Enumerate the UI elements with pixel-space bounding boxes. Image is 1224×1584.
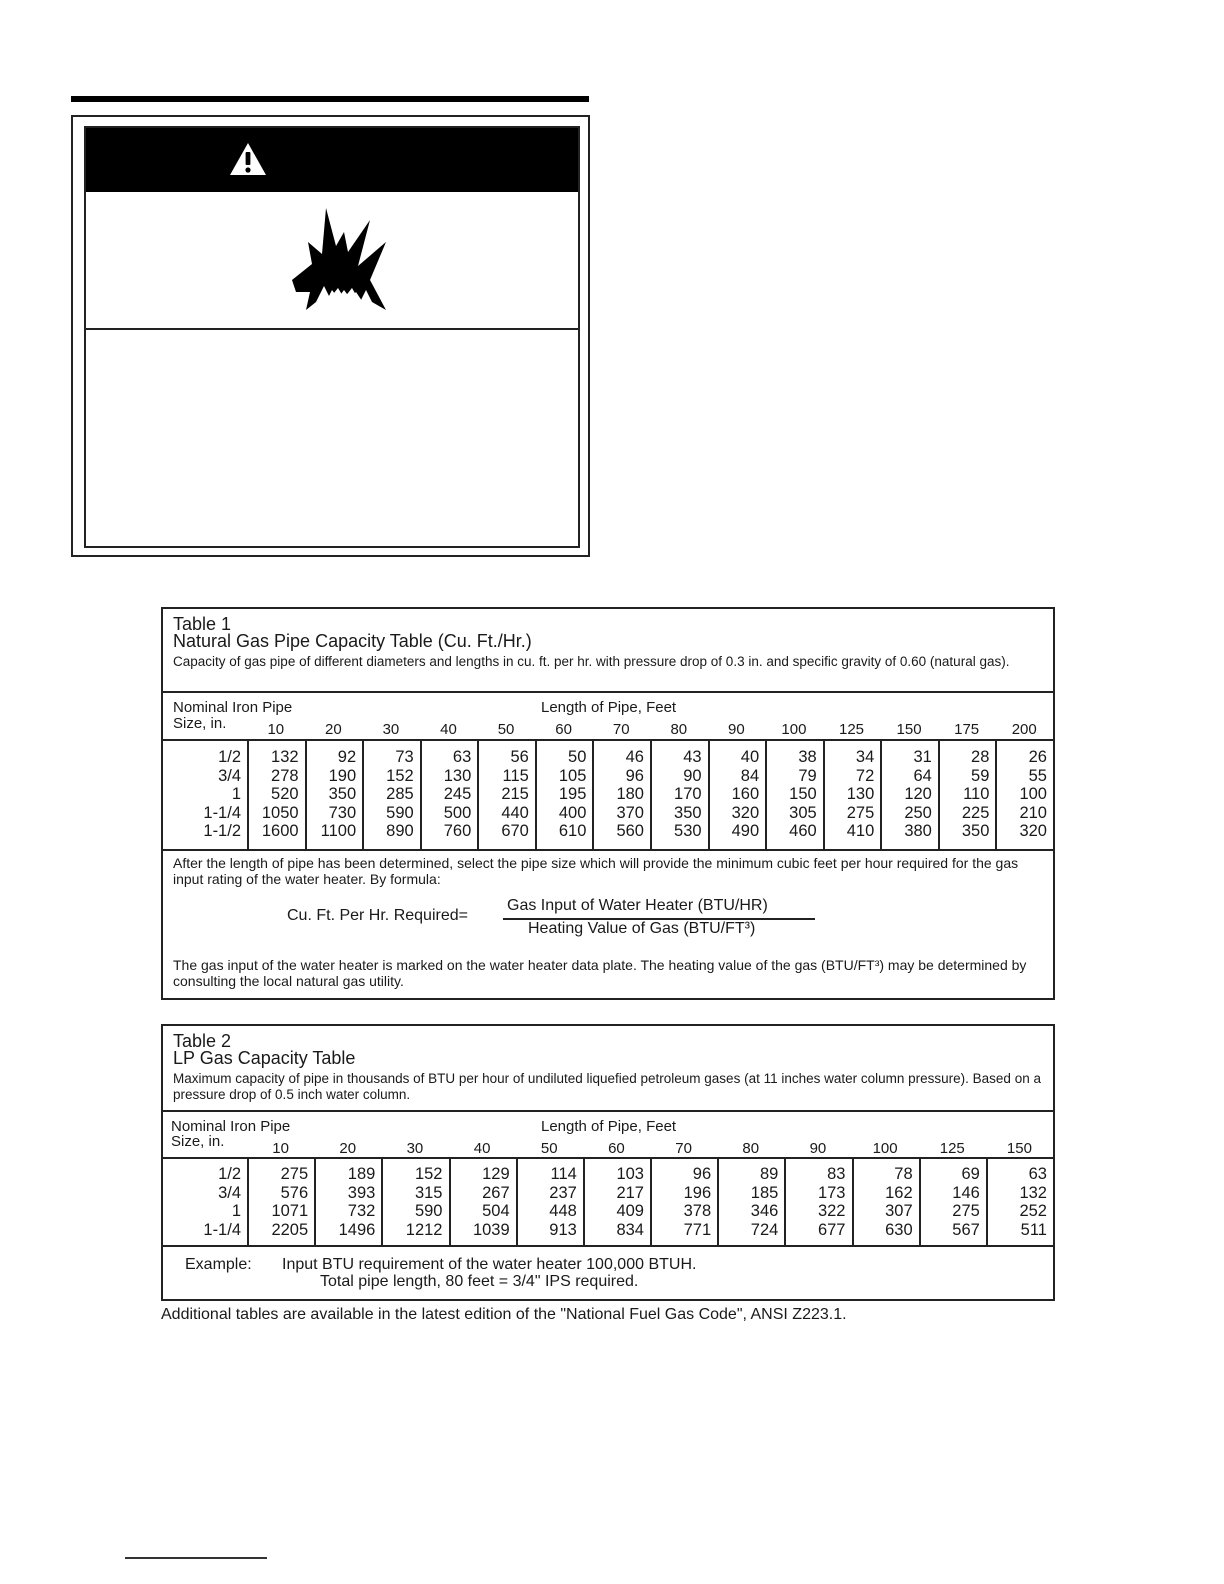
capacity-column <box>650 741 708 849</box>
capacity-value: 732 <box>347 1202 376 1220</box>
table-title: LP Gas Capacity Table <box>173 1048 356 1068</box>
capacity-column <box>535 741 593 849</box>
capacity-value: 1050 <box>261 803 299 822</box>
table1-formula-section <box>163 849 1053 1000</box>
capacity-value: 170 <box>674 785 702 803</box>
capacity-value: 730 <box>328 803 357 822</box>
pipe-size: 1-1/2 <box>203 822 241 840</box>
capacity-value: 26 <box>1028 748 1047 766</box>
capacity-value: 590 <box>414 1202 443 1220</box>
natural-gas-table <box>161 607 1055 1000</box>
capacity-value: 610 <box>558 822 587 840</box>
size-label: Nominal Iron Pipe <box>173 699 293 716</box>
capacity-value: 114 <box>550 1165 577 1183</box>
capacity-value: 150 <box>789 785 817 803</box>
capacity-column <box>247 741 305 849</box>
pipe-size: 1/2 <box>218 1165 241 1183</box>
example-line-2: Total pipe length, 80 feet = 3/4" IPS required. <box>320 1273 639 1290</box>
capacity-column <box>449 1159 516 1245</box>
capacity-value: 307 <box>885 1202 913 1220</box>
capacity-value: 64 <box>913 766 932 785</box>
capacity-value: 576 <box>280 1183 309 1202</box>
capacity-value: 275 <box>280 1165 309 1183</box>
capacity-value: 350 <box>328 785 357 803</box>
capacity-value: 448 <box>549 1202 577 1220</box>
length-label: Length of Pipe, Feet <box>541 699 677 716</box>
pipe-size: 1-1/4 <box>203 1220 241 1239</box>
capacity-value: 275 <box>952 1202 980 1220</box>
pipe-size-column <box>163 1159 247 1245</box>
capacity-value: 2205 <box>271 1220 309 1239</box>
example-label: Example: <box>185 1256 252 1273</box>
capacity-value: 55 <box>1028 766 1047 785</box>
capacity-value: 105 <box>558 766 587 785</box>
capacity-value: 103 <box>616 1165 644 1183</box>
capacity-column <box>880 741 938 849</box>
capacity-value: 1600 <box>261 822 299 840</box>
length-heading: 50 <box>540 1140 558 1157</box>
table2-header <box>163 1026 1053 1110</box>
capacity-value: 1100 <box>320 822 357 840</box>
capacity-value: 173 <box>817 1183 846 1202</box>
capacity-value: 34 <box>855 748 875 766</box>
capacity-column <box>708 741 766 849</box>
footnote: Additional tables are available in the latest edition of the "National Fuel Gas Code", ANSI Z223.1. <box>161 1306 847 1323</box>
capacity-value: 400 <box>558 803 587 822</box>
length-heading: 60 <box>608 1140 625 1157</box>
capacity-value: 90 <box>683 766 702 785</box>
capacity-value: 83 <box>827 1165 846 1183</box>
warning-triangle-icon <box>229 142 267 176</box>
capacity-value: 100 <box>1019 785 1047 803</box>
capacity-value: 520 <box>271 785 299 803</box>
capacity-value: 250 <box>904 803 932 822</box>
bottom-rule <box>125 1557 267 1559</box>
length-heading: 100 <box>872 1140 898 1157</box>
capacity-value: 196 <box>683 1183 712 1202</box>
capacity-value: 84 <box>740 766 760 785</box>
capacity-column <box>314 1159 381 1245</box>
capacity-value: 315 <box>414 1183 443 1202</box>
table1-body <box>163 739 1053 849</box>
capacity-value: 305 <box>789 803 817 822</box>
capacity-value: 132 <box>271 748 299 766</box>
capacity-column <box>765 741 823 849</box>
capacity-value: 237 <box>549 1183 577 1202</box>
length-heading: 40 <box>440 721 457 738</box>
table-description: Capacity of gas pipe of different diameters and lengths in cu. ft. per hr. with pressure drop of 0.3 in. and specific gravity of 0.60 (natural gas). <box>173 654 1010 669</box>
capacity-value: 217 <box>616 1183 644 1202</box>
capacity-column <box>381 1159 448 1245</box>
capacity-value: 322 <box>817 1202 846 1220</box>
capacity-column <box>305 741 363 849</box>
capacity-column <box>592 741 650 849</box>
capacity-value: 180 <box>616 785 644 803</box>
capacity-value: 152 <box>386 766 414 785</box>
capacity-value: 320 <box>1019 822 1047 840</box>
warning-pictogram-area <box>86 192 578 330</box>
capacity-column <box>938 741 996 849</box>
length-heading: 90 <box>809 1140 827 1157</box>
capacity-column <box>717 1159 784 1245</box>
length-heading: 80 <box>670 721 688 738</box>
capacity-value: 72 <box>855 766 875 785</box>
capacity-value: 28 <box>971 748 990 766</box>
capacity-column <box>650 1159 717 1245</box>
length-heading: 150 <box>896 721 922 738</box>
capacity-value: 530 <box>674 822 702 840</box>
capacity-value: 73 <box>395 748 414 766</box>
table-title: Natural Gas Pipe Capacity Table (Cu. Ft./Hr.) <box>173 631 532 651</box>
capacity-value: 560 <box>616 822 644 840</box>
capacity-value: 350 <box>674 803 702 822</box>
table-number: Table 1 <box>173 614 232 634</box>
capacity-value: 320 <box>731 803 760 822</box>
capacity-value: 46 <box>625 748 644 766</box>
capacity-value: 393 <box>347 1183 376 1202</box>
capacity-value: 162 <box>885 1183 913 1202</box>
table2-column-header <box>163 1110 1053 1157</box>
table2-example-section <box>163 1245 1053 1301</box>
capacity-value: 130 <box>846 785 875 803</box>
explosion-icon <box>286 206 398 314</box>
capacity-value: 89 <box>759 1165 779 1183</box>
capacity-value: 43 <box>683 748 702 766</box>
length-heading: 100 <box>781 721 807 738</box>
pipe-size: 3/4 <box>218 1183 241 1202</box>
length-heading: 70 <box>675 1140 692 1157</box>
length-heading: 90 <box>728 721 745 738</box>
capacity-value: 378 <box>683 1202 712 1220</box>
capacity-column <box>247 1159 314 1245</box>
length-heading: 125 <box>939 1140 965 1157</box>
capacity-value: 152 <box>414 1165 443 1183</box>
capacity-value: 440 <box>501 803 529 822</box>
table1-column-header <box>163 691 1053 739</box>
capacity-value: 195 <box>558 785 587 803</box>
instruction-text: After the length of pipe has been determined, select the pipe size which will provide the minimum cubic feet per hour required for the gas input rating of the water heater. By formula: <box>173 855 1019 887</box>
capacity-value: 190 <box>328 766 357 785</box>
capacity-value: 590 <box>386 803 414 822</box>
capacity-value: 275 <box>846 803 875 822</box>
warning-header <box>86 128 578 192</box>
capacity-value: 1071 <box>271 1202 309 1220</box>
capacity-value: 189 <box>347 1165 376 1183</box>
length-heading: 10 <box>267 721 285 738</box>
capacity-value: 913 <box>549 1220 577 1239</box>
size-label-unit: Size, in. <box>171 1133 225 1150</box>
example-line-1: Input BTU requirement of the water heater 100,000 BTUH. <box>282 1256 697 1273</box>
capacity-value: 410 <box>846 822 875 840</box>
capacity-value: 129 <box>482 1165 510 1183</box>
capacity-value: 56 <box>510 748 529 766</box>
size-label-unit: Size, in. <box>173 715 227 732</box>
length-heading: 20 <box>325 721 342 738</box>
capacity-column <box>852 1159 919 1245</box>
formula-lhs: Cu. Ft. Per Hr. Required= <box>287 907 468 924</box>
capacity-value: 724 <box>750 1220 779 1239</box>
capacity-value: 630 <box>885 1220 913 1239</box>
length-heading: 10 <box>272 1140 289 1157</box>
capacity-value: 834 <box>616 1220 644 1239</box>
capacity-value: 500 <box>443 803 472 822</box>
capacity-column <box>420 741 478 849</box>
formula-numerator: Gas Input of Water Heater (BTU/HR) <box>507 897 768 914</box>
capacity-value: 38 <box>798 748 817 766</box>
capacity-value: 1212 <box>405 1220 443 1239</box>
table2-body <box>163 1157 1053 1245</box>
length-heading: 20 <box>339 1140 357 1157</box>
capacity-column <box>986 1159 1053 1245</box>
pipe-size: 1 <box>231 785 241 803</box>
length-label: Length of Pipe, Feet <box>541 1118 677 1135</box>
pipe-size: 1/2 <box>218 748 241 766</box>
length-heading: 150 <box>1006 1140 1032 1157</box>
capacity-value: 670 <box>501 822 529 840</box>
capacity-value: 79 <box>798 766 817 785</box>
capacity-column <box>784 1159 851 1245</box>
capacity-value: 210 <box>1019 803 1047 822</box>
capacity-column <box>823 741 881 849</box>
capacity-value: 59 <box>971 766 990 785</box>
capacity-value: 1039 <box>472 1220 510 1239</box>
capacity-value: 69 <box>961 1165 980 1183</box>
capacity-column <box>919 1159 986 1245</box>
length-heading: 125 <box>838 721 865 738</box>
capacity-value: 185 <box>750 1183 779 1202</box>
length-heading: 200 <box>1011 721 1037 738</box>
note-text: The gas input of the water heater is marked on the water heater data plate. The heating value of the gas (BTU/FT³) may be determined by consulting the local natural gas utility. <box>173 957 1027 989</box>
capacity-value: 278 <box>271 766 299 785</box>
capacity-value: 160 <box>731 785 760 803</box>
capacity-value: 285 <box>386 785 414 803</box>
capacity-value: 350 <box>961 822 990 840</box>
length-heading: 175 <box>954 721 980 738</box>
capacity-value: 92 <box>337 748 357 766</box>
capacity-value: 490 <box>731 822 760 840</box>
capacity-value: 409 <box>616 1202 644 1220</box>
length-heading: 40 <box>473 1140 491 1157</box>
capacity-value: 110 <box>963 785 990 803</box>
length-heading: 60 <box>555 721 572 738</box>
size-label: Nominal Iron Pipe <box>171 1118 291 1135</box>
capacity-value: 215 <box>501 785 529 803</box>
capacity-value: 40 <box>740 748 760 766</box>
capacity-value: 346 <box>750 1202 779 1220</box>
capacity-value: 96 <box>692 1165 712 1183</box>
pipe-size: 1 <box>231 1202 241 1220</box>
capacity-value: 460 <box>789 822 817 840</box>
table-number: Table 2 <box>173 1031 232 1051</box>
capacity-value: 120 <box>904 785 932 803</box>
capacity-value: 760 <box>443 822 472 840</box>
capacity-value: 1496 <box>338 1220 376 1239</box>
pipe-size: 3/4 <box>218 766 241 785</box>
section-top-rule <box>71 96 589 102</box>
capacity-value: 511 <box>1020 1220 1047 1239</box>
capacity-value: 115 <box>502 766 529 785</box>
capacity-column <box>477 741 535 849</box>
capacity-value: 890 <box>386 822 414 840</box>
capacity-value: 63 <box>452 748 472 766</box>
capacity-column <box>583 1159 650 1245</box>
capacity-value: 380 <box>904 822 932 840</box>
capacity-column <box>362 741 420 849</box>
capacity-value: 78 <box>894 1165 913 1183</box>
capacity-value: 252 <box>1019 1202 1047 1220</box>
capacity-value: 130 <box>443 766 472 785</box>
capacity-value: 677 <box>817 1220 846 1239</box>
pipe-size: 1-1/4 <box>203 803 241 822</box>
capacity-value: 567 <box>952 1220 980 1239</box>
capacity-value: 504 <box>482 1202 510 1220</box>
capacity-value: 146 <box>952 1183 980 1202</box>
pipe-size-column <box>163 741 247 849</box>
capacity-value: 132 <box>1019 1183 1047 1202</box>
length-heading: 30 <box>382 721 400 738</box>
length-heading: 30 <box>406 1140 424 1157</box>
capacity-value: 96 <box>625 766 644 785</box>
table1-header <box>163 609 1053 691</box>
lp-gas-table <box>161 1024 1055 1301</box>
length-heading: 50 <box>497 721 515 738</box>
capacity-column <box>516 1159 583 1245</box>
formula-denominator: Heating Value of Gas (BTU/FT³) <box>528 920 756 937</box>
table-description: Maximum capacity of pipe in thousands of BTU per hour of undiluted liquefied petroleum gases (at 11 inches water column pressure). Based on a pressure drop of 0.5 inch water column. <box>173 1071 1041 1102</box>
capacity-column <box>995 741 1053 849</box>
capacity-value: 245 <box>443 785 472 803</box>
length-heading: 80 <box>742 1140 760 1157</box>
capacity-value: 225 <box>961 803 990 822</box>
capacity-value: 771 <box>683 1220 712 1239</box>
capacity-value: 50 <box>568 748 587 766</box>
length-heading: 70 <box>612 721 630 738</box>
capacity-value: 267 <box>482 1183 510 1202</box>
capacity-value: 63 <box>1028 1165 1047 1183</box>
warning-label <box>84 126 580 548</box>
capacity-value: 31 <box>913 748 932 766</box>
capacity-value: 370 <box>616 803 644 822</box>
